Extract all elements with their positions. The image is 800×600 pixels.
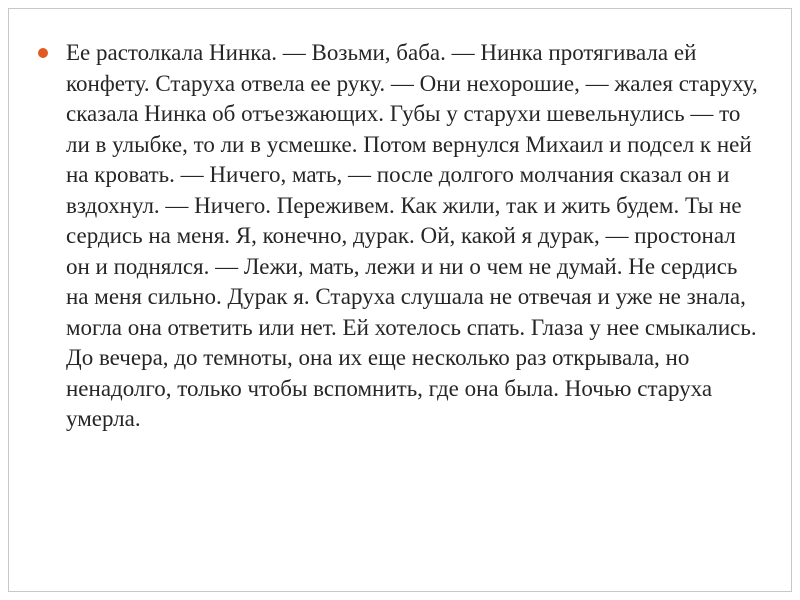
bullet-item <box>38 38 758 435</box>
bullet-dot-icon <box>38 48 48 58</box>
slide-content <box>38 38 758 435</box>
bullet-text: Ее растолкала Нинка. — Возьми, баба. — Нинка протягивала ей конфету. Старуха отвела ее руку. — Они нехорошие, — жалея старуху, сказала Нинка об отъезжающих. Губы у старухи шевельнулись — то ли в улыбке, то ли в усмешке. Потом вернулся Михаил и подсел к ней на кровать. — Ничего, мать, — после долгого молчания сказал он и вздохнул. — Ничего. Переживем. Как жили, так и жить будем. Ты не сердись на меня. Я, конечно, дурак. Ой, какой я дурак, — простонал он и поднялся. — Лежи, мать, лежи и ни о чем не думай. Не сердись на меня сильно. Дурак я. Старуха слушала не отвечая и уже не знала, могла она ответить или нет. Ей хотелось спать. Глаза у нее смыкались. До вечера, до темноты, она их еще несколько раз открывала, но ненадолго, только чтобы вспомнить, где она была. Ночью старуха умерла. <box>66 40 758 431</box>
